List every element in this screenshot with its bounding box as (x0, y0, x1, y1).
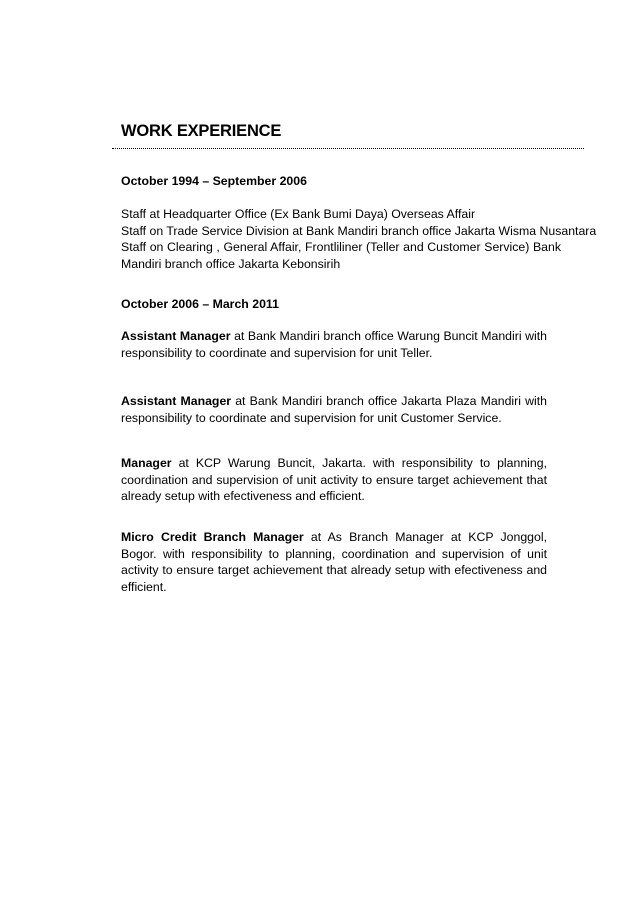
period-1-line-3: Staff on Clearing , General Affair, Frontliliner (Teller and Customer Service) Bank Mandiri branch office Jakarta Kebonsirih (121, 240, 561, 271)
role-entry-1 (121, 328, 547, 361)
period-label-1: October 1994 – September 2006 (121, 174, 307, 188)
role-entry-3 (121, 455, 547, 505)
role-entry-4 (121, 529, 547, 595)
role-entry-2 (121, 393, 547, 426)
dotted-divider (112, 148, 584, 149)
period-1-description (121, 206, 597, 272)
role-title-4: Micro Credit Branch Manager (121, 530, 304, 544)
role-text-1: at Bank Mandiri branch office Warung Buncit Mandiri with responsibility to coordinate and supervision for unit Teller. (121, 329, 547, 360)
role-title-2: Assistant Manager (121, 394, 232, 408)
role-title-1: Assistant Manager (121, 329, 231, 343)
role-text-4: at As Branch Manager at KCP Jonggol, Bogor. with responsibility to planning, coordination and supervision of unit activity to ensure target achievement that already setup with efectiveness and efficient. (121, 530, 547, 594)
role-text-3: at KCP Warung Buncit, Jakarta. with responsibility to planning, coordination and supervision of unit activity to ensure target achievement that already setup with efectiveness and efficient. (121, 456, 547, 503)
role-text-2: at Bank Mandiri branch office Jakarta Plaza Mandiri with responsibility to coordinate and supervision for unit Customer Service. (121, 394, 547, 425)
role-title-3: Manager (121, 456, 172, 470)
section-title: WORK EXPERIENCE (121, 122, 282, 140)
period-1-line-2: Staff on Trade Service Division at Bank Mandiri branch office Jakarta Wisma Nusantara (121, 223, 597, 238)
period-label-2: October 2006 – March 2011 (121, 297, 279, 311)
period-1-line-1: Staff at Headquarter Office (Ex Bank Bumi Daya) Overseas Affair (121, 207, 476, 221)
